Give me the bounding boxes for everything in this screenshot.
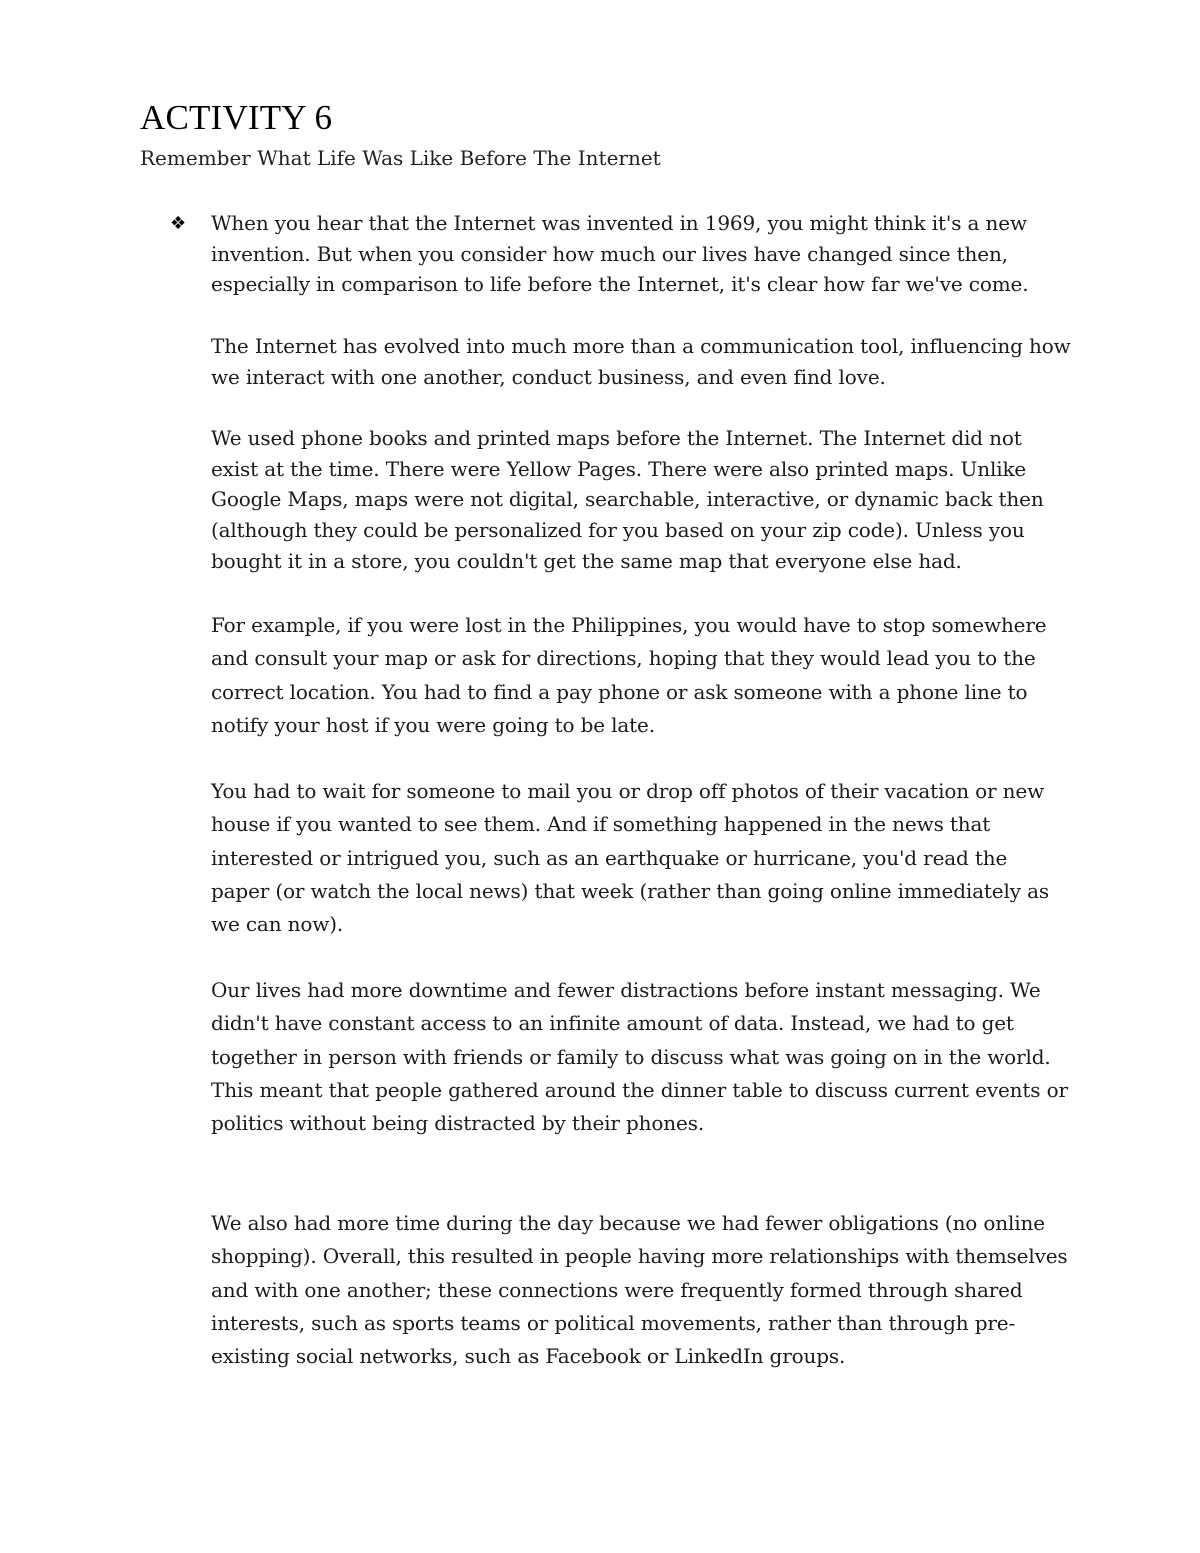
diamond-bullet-icon: ❖ xyxy=(170,213,187,234)
page-subtitle: Remember What Life Was Like Before The Internet xyxy=(140,146,661,170)
paragraph-internet-invention: When you hear that the Internet was invented in 1969, you might think it's a new invention. But when you consider how much our lives have changed since then, especially in comparison to life before the Internet, it's clear how far we've come. xyxy=(211,211,1029,297)
paragraph-lost-example: For example, if you were lost in the Philippines, you would have to stop somewhere and consult your map or ask for directions, hoping that they would lead you to the correct location. You had to find a pay phone or ask someone with a phone line to notify your host if you were going to be late. xyxy=(211,613,1047,737)
page-title: ACTIVITY 6 xyxy=(140,98,333,137)
paragraph-photos-news: You had to wait for someone to mail you or drop off photos of their vacation or new house if you wanted to see them. And if something happened in the news that interested or intrigued you, such as an earthquake or hurricane, you'd read the paper (or watch the local news) that week (rather than going online immediately as we can now). xyxy=(211,779,1049,937)
paragraph-internet-evolution: The Internet has evolved into much more than a communication tool, influencing how we interact with one another, conduct business, and even find love. xyxy=(211,334,1071,389)
paragraph-downtime: Our lives had more downtime and fewer distractions before instant messaging. We didn't have constant access to an infinite amount of data. Instead, we had to get together in person with friends or family to discuss what was going on in the world. This meant that people gathered around the dinner table to discuss current events or politics without being distracted by their phones. xyxy=(211,978,1068,1136)
paragraph-relationships: We also had more time during the day because we had fewer obligations (no online shopping). Overall, this resulted in people having more relationships with themselves and with one another; these connections were frequently formed through shared interests, such as sports teams or political movements, rather than through pre-existing social networks, such as Facebook or LinkedIn groups. xyxy=(211,1211,1068,1369)
paragraph-phone-books-maps: We used phone books and printed maps before the Internet. The Internet did not exist at the time. There were Yellow Pages. There were also printed maps. Unlike Google Maps, maps were not digital, searchable, interactive, or dynamic back then (although they could be personalized for you based on your zip code). Unless you bought it in a store, you couldn't get the same map that everyone else had. xyxy=(211,426,1044,573)
